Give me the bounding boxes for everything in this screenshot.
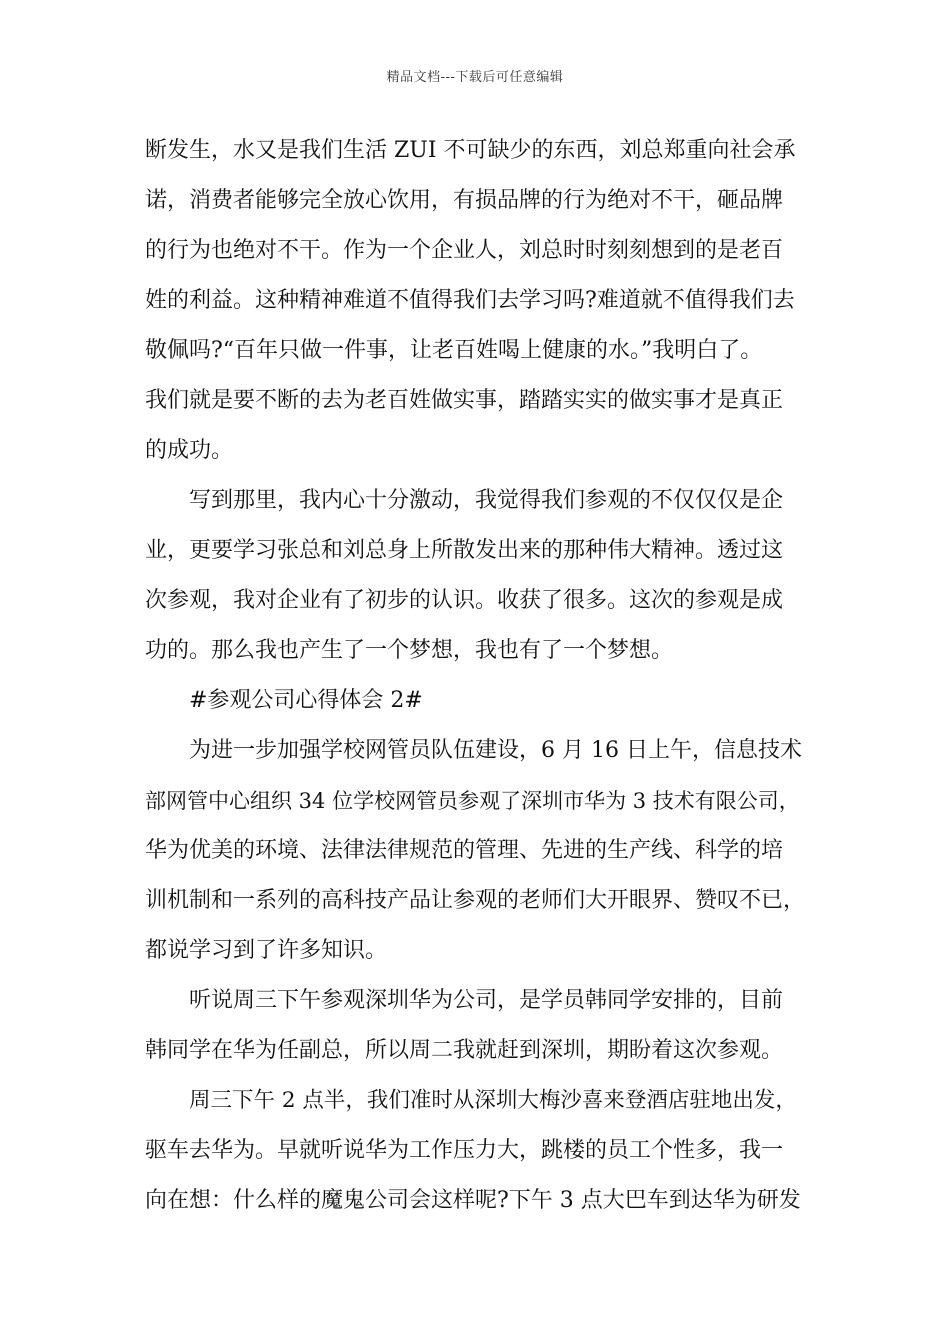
text-line: 断发生，水又是我们生活 ZUI 不可缺少的东西，刘总郑重向社会承 [145,138,796,163]
paragraph-first-line: #参观公司心得体会 2# [189,688,423,713]
paragraph-first-line: 听说周三下午参观深圳华为公司，是学员韩同学安排的，目前 [189,988,784,1013]
text-line: 向在想：什么样的魔鬼公司会这样呢?下午 3 点大巴车到达华为研发 [145,1188,801,1213]
text-line: 韩同学在华为任副总，所以周二我就赶到深圳，期盼着这次参观。 [145,1038,784,1063]
paragraph-first-line: 周三下午 2 点半，我们准时从深圳大梅沙喜来登酒店驻地出发， [189,1088,797,1113]
text-line: 我们就是要不断的去为老百姓做实事，踏踏实实的做实事才是真正 [145,388,784,413]
text-line: 姓的利益。这种精神难道不值得我们去学习吗?难道就不值得我们去 [145,288,795,313]
paragraph-first-line: 为进一步加强学校网管员队伍建设，6 月 16 日上午，信息技术 [189,738,802,763]
text-line: 业，更要学习张总和刘总身上所散发出来的那种伟大精神。透过这 [145,538,784,563]
paragraph-first-line: 写到那里，我内心十分激动，我觉得我们参观的不仅仅仅是企 [189,488,784,513]
text-line: 功的。那么我也产生了一个梦想，我也有了一个梦想。 [145,638,674,663]
text-line: 华为优美的环境、法律法律规范的管理、先进的生产线、科学的培 [145,838,784,863]
text-line: 都说学习到了许多知识。 [145,938,388,963]
text-line: 部网管中心组织 34 位学校网管员参观了深圳市华为 3 技术有限公司， [145,789,800,813]
text-line: 诺，消费者能够完全放心饮用，有损品牌的行为绝对不干，砸品牌 [145,188,784,213]
text-line: 的成功。 [145,438,234,463]
text-line: 敬佩吗?“百年只做一件事，让老百姓喝上健康的水。”我明白了。 [145,338,763,363]
page-header: 精品文档---下载后可任意编辑 [386,70,564,85]
text-line: 次参观，我对企业有了初步的认识。收获了很多。这次的参观是成 [145,588,784,613]
document-body [145,126,810,1226]
text-line: 训机制和一系列的高科技产品让参观的老师们大开眼界、赞叹不已， [145,888,806,913]
text-line: 的行为也绝对不干。作为一个企业人，刘总时时刻刻想到的是老百 [145,238,784,263]
text-line: 驱车去华为。早就听说华为工作压力大，跳楼的员工个性多，我一 [145,1138,784,1163]
